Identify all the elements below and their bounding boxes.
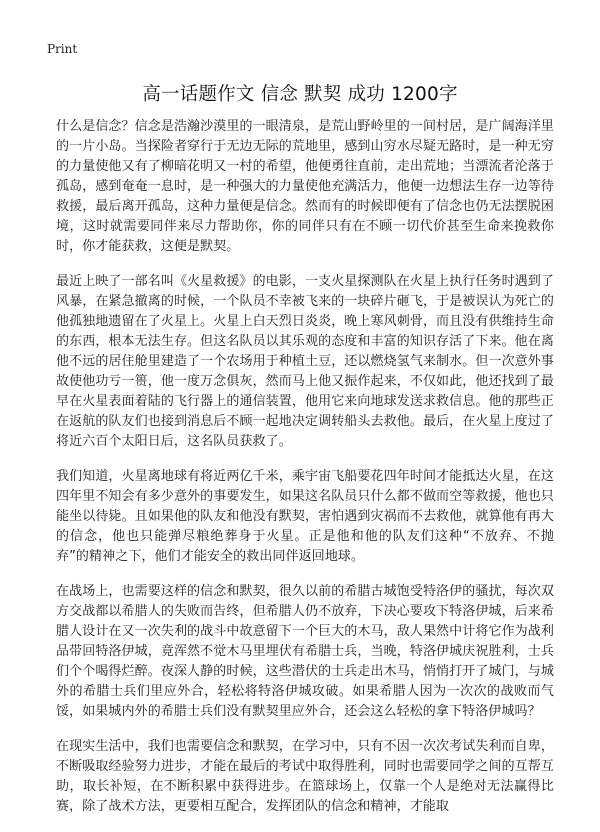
- article-paragraph: 什么是信念？信念是浩瀚沙漠里的一眼清泉，是荒山野岭里的一间村居，是广阔海洋里的一片小岛。当探险者穿行于无边无际的荒地里，感到山穷水尽疑无路时，是一种无穷的力量使他又有了柳暗花明又一村的希望，他便勇往直前，走出荒地；当漂流者沦落于孤岛，感到奄奄一息时，是一种强大的力量使他充满活力，他便一边想法生存一边等待救援，最后离开孤岛，这种力量便是信念。然而有的时候即便有了信念也仍无法摆脱困境，这时就需要同伴来尽力帮助你，你的同伴只有在不顾一切代价甚至生命来挽救你时，你才能获救，这便是默契。: [56, 119, 554, 254]
- article-paragraph: 我们知道，火星离地球有将近两亿千米，乘宇宙飞船要花四年时间才能抵达火星，在这四年里不知会有多少意外的事要发生，如果这名队员只什么都不做而空等救援，他也只能坐以待毙。且如果他的队友和他没有默契，害怕遇到灾祸而不去救他，就算他有再大的信念，他也只能弹尽粮绝葬身于火星。正是他和他的队友们这种“不放弃、不抛弃”的精神之下，他们才能安全的救出同伴返回地球。: [56, 469, 554, 564]
- article-title: 高一话题作文 信念 默契 成功 1200字: [142, 84, 458, 105]
- article-body: [56, 117, 554, 832]
- print-label[interactable]: Print: [47, 42, 78, 56]
- article-paragraph: 在战场上，也需要这样的信念和默契，很久以前的希腊古城饱受特洛伊的骚扰，每次双方交战都以希腊人的失败而告终，但希腊人仍不放弃，下决心要攻下特洛伊城，后来希腊人设计在又一次失利的战斗中故意留下一个巨大的木马，敌人果然中计将它作为战利品带回特洛伊城，竟浑然不觉木马里埋伏有希腊士兵，当晚，特洛伊城庆祝胜利，士兵们个个喝得烂醉。夜深人静的时候，这些潜伏的士兵走出木马，悄悄打开了城门，与城外的希腊士兵们里应外合，轻松将特洛伊城攻破。如果希腊人因为一次次的战败而气馁，如果城内外的希腊士兵们没有默契里应外合，还会这么轻松的拿下特洛伊城吗？: [56, 584, 554, 719]
- article-paragraph: 在现实生活中，我们也需要信念和默契，在学习中，只有不因一次次考试失利而自卑，不断吸取经验努力进步，才能在最后的考试中取得胜利，同时也需要同学之间的互帮互助，取长补短，在不断积累中获得进步。在篮球场上，仅靠一个人是绝对无法赢得比赛，除了战术方法，更要相互配合，发挥团队的信念和精神，才能取: [56, 739, 554, 814]
- article-paragraph: 最近上映了一部名叫《火星救援》的电影，一支火星探测队在火星上执行任务时遇到了风暴，在紧急撤离的时候，一个队员不幸被飞来的一块碎片砸飞，于是被误认为死亡的他孤独地遗留在了火星上。火星上白天烈日炎炎，晚上寒风刺骨，而且没有供维持生命的东西，根本无法生存。但这名队员以其乐观的态度和丰富的知识存活了下来。他在离他不远的居住舱里建造了一个农场用于种植土豆，还以燃烧氢气来制水。但一次意外事故使他功亏一篑，他一度万念俱灰，然而马上他又振作起来，不仅如此，他还找到了最早在火星表面着陆的飞行器上的通信装置，他用它来向地球发送求救信息。他的那些正在返航的队友们也接到消息后不顾一起地决定调转船头去救他。最后，在火星上度过了将近六百个太阳日后，这名队员获救了。: [56, 274, 554, 449]
